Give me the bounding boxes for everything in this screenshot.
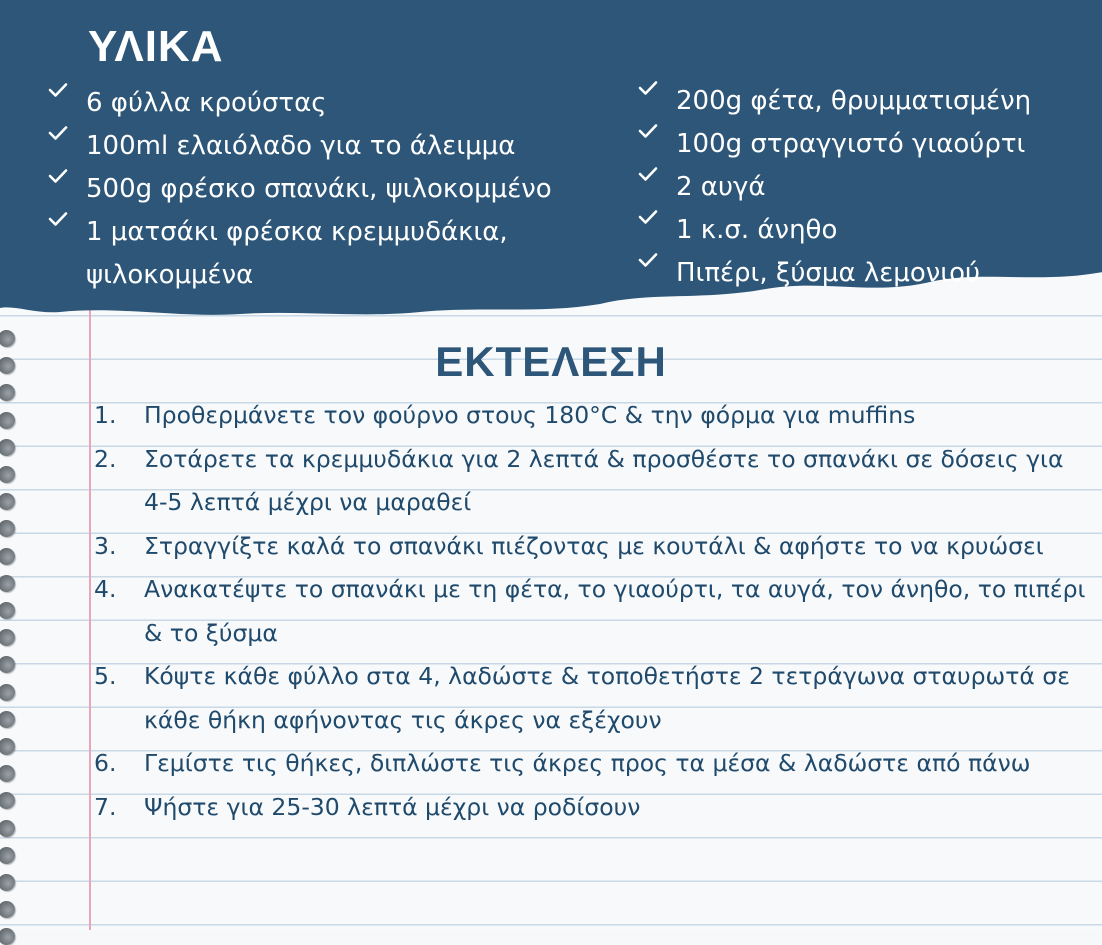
ingredient-text: 200g φέτα, θρυμματισμένη [676,86,1032,116]
ingredients-list-left [48,82,568,297]
step-text: Κόψτε κάθε φύλλο στα 4, λαδώστε & τοποθετήστε 2 τετράγωνα σταυρωτά σε κάθε θήκη αφήνοντας τις άκρες να εξέχουν [144,662,1070,734]
method-step [94,438,1094,525]
check-icon [48,125,68,141]
binder-hole-icon [0,520,15,537]
binder-hole-icon [0,901,15,918]
ingredient-text: 1 κ.σ. άνηθο [676,215,838,245]
binder-hole-icon [0,847,15,864]
binder-hole-icon [0,656,15,673]
step-text: Ψήστε για 25-30 λεπτά μέχρι να ροδίσουν [144,792,641,821]
ingredient-text: 500g φρέσκο σπανάκι, ψιλοκομμένο [86,174,552,204]
ingredient-text: 1 ματσάκι φρέσκα κρεμμυδάκια, ψιλοκομμένα [86,217,508,290]
check-icon [638,252,658,268]
step-text: Ανακατέψτε το σπανάκι με τη φέτα, το γιαούρτι, τα αυγά, τον άνηθο, το πιπέρι & το ξύσμα [144,575,1086,647]
method-step [94,655,1094,742]
step-number: 5. [94,662,117,690]
binder-hole-icon [0,765,15,782]
step-text: Προθερμάνετε τον φούρνο στους 180°C & την φόρμα για muffins [144,401,916,429]
step-number: 6. [94,749,117,777]
check-icon [638,80,658,96]
ingredient-item [638,123,1098,166]
method-step [94,742,1094,786]
binder-hole-icon [0,738,15,755]
binder-hole-icon [0,820,15,837]
ingredient-item [48,82,568,125]
binder-hole-icon [0,602,15,619]
binder-hole-icon [0,629,15,646]
margin-line [89,300,91,930]
check-icon [638,123,658,139]
binder-hole-icon [0,439,15,456]
check-icon [48,82,68,98]
method-title: ΕΚΤΕΛΕΣΗ [435,338,667,385]
ingredient-item [638,80,1098,123]
step-number: 4. [94,575,117,603]
binder-hole-icon [0,466,15,483]
step-text: Σοτάρετε τα κρεμμυδάκια για 2 λεπτά & προσθέστε το σπανάκι σε δόσεις για 4-5 λεπτά μέχρι να μαραθεί [144,444,1064,516]
binder-hole-icon [0,711,15,728]
ingredients-title: ΥΛΙΚΑ [88,22,224,71]
method-step [94,394,1094,438]
ingredient-item [638,166,1098,209]
check-icon [48,211,68,227]
method-step [94,525,1094,569]
method-step [94,568,1094,655]
ingredient-text: 2 αυγά [676,172,766,202]
step-number: 1. [94,401,117,429]
ingredient-text: 6 φύλλα κρούστας [86,88,327,118]
ingredient-item [48,125,568,168]
binder-hole-icon [0,684,15,701]
ingredient-text: 100g στραγγιστό γιαούρτι [676,129,1026,159]
step-number: 7. [94,792,117,821]
step-number: 2. [94,444,117,473]
binder-hole-icon [0,792,15,809]
ingredient-text: 100ml ελαιόλαδο για το άλειμμα [86,131,516,161]
check-icon [638,166,658,182]
ingredients-list-right [638,80,1098,295]
binder-hole-icon [0,928,15,945]
step-number: 3. [94,531,117,560]
ingredient-item [638,252,1098,295]
binder-hole-icon [0,412,15,429]
method-steps-list [94,394,1094,829]
ingredient-text: Πιπέρι, ξύσμα λεμονιού [676,258,981,288]
step-text: Στραγγίξτε καλά το σπανάκι πιέζοντας με κουτάλι & αφήστε το να κρυώσει [144,531,1044,560]
ingredient-item [48,211,568,297]
ingredient-item [48,168,568,211]
binder-holes [0,300,20,930]
ingredient-item [638,209,1098,252]
binder-hole-icon [0,493,15,510]
binder-hole-icon [0,874,15,891]
binder-hole-icon [0,384,15,401]
ingredients-panel [0,0,1102,330]
binder-hole-icon [0,575,15,592]
binder-hole-icon [0,548,15,565]
step-text: Γεμίστε τις θήκες, διπλώστε τις άκρες προς τα μέσα & λαδώστε από πάνω [144,749,1031,777]
check-icon [48,168,68,184]
check-icon [638,209,658,225]
method-step [94,786,1094,830]
